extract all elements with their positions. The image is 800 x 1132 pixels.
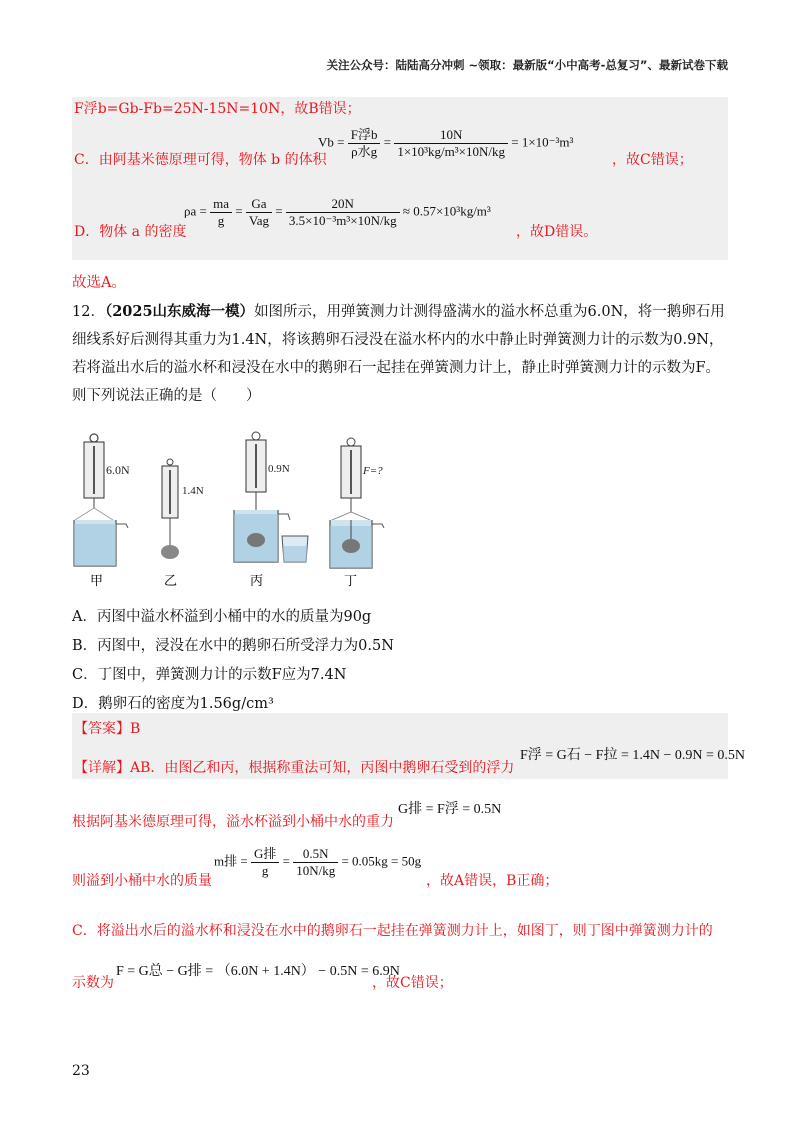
question-number: 12． xyxy=(72,304,105,320)
question-12 xyxy=(72,298,732,410)
option-a: A．丙图中溢水杯溢到小桶中的水的质量为90g xyxy=(72,609,372,625)
svg-text:6.0N: 6.0N xyxy=(106,463,130,477)
figure-yi xyxy=(161,459,204,559)
figure-label-yi: 乙 xyxy=(164,574,178,589)
figure-jia xyxy=(74,434,130,566)
figure-label-jia: 甲 xyxy=(90,574,104,589)
mass-end: ，故A错误，B正确； xyxy=(426,873,559,889)
prev-solution-line-a: F浮b=Gb-Fb=25N-15N=10N，故B错误； xyxy=(74,101,361,117)
detail-label: 【详解】AB．由图乙和丙，根据称重法可知，丙图中鹅卵石受到的浮力 xyxy=(74,760,515,776)
volume-formula: Vb = $\frac{\text{F浮b}}{\text{ρ水g}}$ = $\frac{10N}{\text{1×10³kg/m³×10N/kg}}$ = 1×10⁻³m³ xyxy=(318,127,574,159)
question-text: 如图所示，用弹簧测力计测得盛满水的溢水杯总重为6.0N，将一鹅卵石用细线系好后测得其重力为1.4N，将该鹅卵石浸没在溢水杯内的水中静止时弹簧测力计的示数为0.9N，若将溢出水后的溢水杯和浸没在水中的鹅卵石一起挂在弹簧测力计上，静止时弹簧测力计的示数为F。则下列说法正确的是（ ） xyxy=(72,304,725,404)
solution-c-end: ，故C错误； xyxy=(372,975,453,991)
density-formula: ρa = $\frac{ma}{g}$ = $\frac{Ga}{\text{Vag}}$ = $\frac{20N}{\text{3.5×10⁻³m³×10N/kg}}$ ≈ 0.57×10³kg/m³ xyxy=(184,196,491,228)
prev-answer: 故选A。 xyxy=(72,275,126,291)
prev-solution-line-c-end: ，故C错误； xyxy=(612,152,693,168)
solution-c-text: C．将溢出水后的溢水杯和浸没在水中的鹅卵石一起挂在弹簧测力计上，如图丁，则丁图中弹簧测力计的 xyxy=(72,923,713,939)
mass-label: 则溢到小桶中水的质量 xyxy=(72,873,212,889)
page-header: 关注公众号：陆陆高分冲刺 ~领取：最新版“小中高考-总复习”、最新试卷下载 xyxy=(326,58,728,72)
question-source: （2025山东威海一模） xyxy=(104,303,255,320)
archimedes-label: 根据阿基米德原理可得，溢水杯溢到小桶中水的重力 xyxy=(72,814,394,830)
option-c: C．丁图中，弹簧测力计的示数F应为7.4N xyxy=(72,667,347,683)
option-b: B．丙图中，浸没在水中的鹅卵石所受浮力为0.5N xyxy=(72,638,394,654)
total-force-formula: F = G总 − G排 = （6.0N + 1.4N） − 0.5N = 6.9N xyxy=(116,964,400,979)
svg-text:0.9N: 0.9N xyxy=(268,463,290,475)
prev-solution-line-d-label: D．物体 a 的密度 xyxy=(74,224,187,240)
option-d: D．鹅卵石的密度为1.56g/cm³ xyxy=(72,696,274,712)
answer-label: 【答案】B xyxy=(74,721,141,737)
figure-ding xyxy=(330,438,384,568)
figure-label-bing: 丙 xyxy=(250,574,264,589)
buoyancy-formula: F浮 = G石 − F拉 = 1.4N − 0.9N = 0.5N xyxy=(520,748,745,763)
svg-text:F=?: F=? xyxy=(363,465,383,477)
svg-text:1.4N: 1.4N xyxy=(182,485,204,497)
prev-solution-line-d-end: ，故D错误。 xyxy=(516,224,598,240)
figure-label-ding: 丁 xyxy=(344,574,358,589)
solution-c-label: 示数为 xyxy=(72,975,114,991)
mass-formula: m排 = $\frac{\text{G排}}{g}$ = $\frac{0.5N}{10N/kg}$ = 0.05kg = 50g xyxy=(214,846,422,878)
experiment-figure xyxy=(70,428,390,590)
page-number: 23 xyxy=(72,1063,90,1079)
displaced-weight-formula: G排 = F浮 = 0.5N xyxy=(398,802,502,817)
figure-bing xyxy=(234,432,308,562)
prev-solution-line-c-label: C．由阿基米德原理可得，物体 b 的体积 xyxy=(74,152,327,168)
